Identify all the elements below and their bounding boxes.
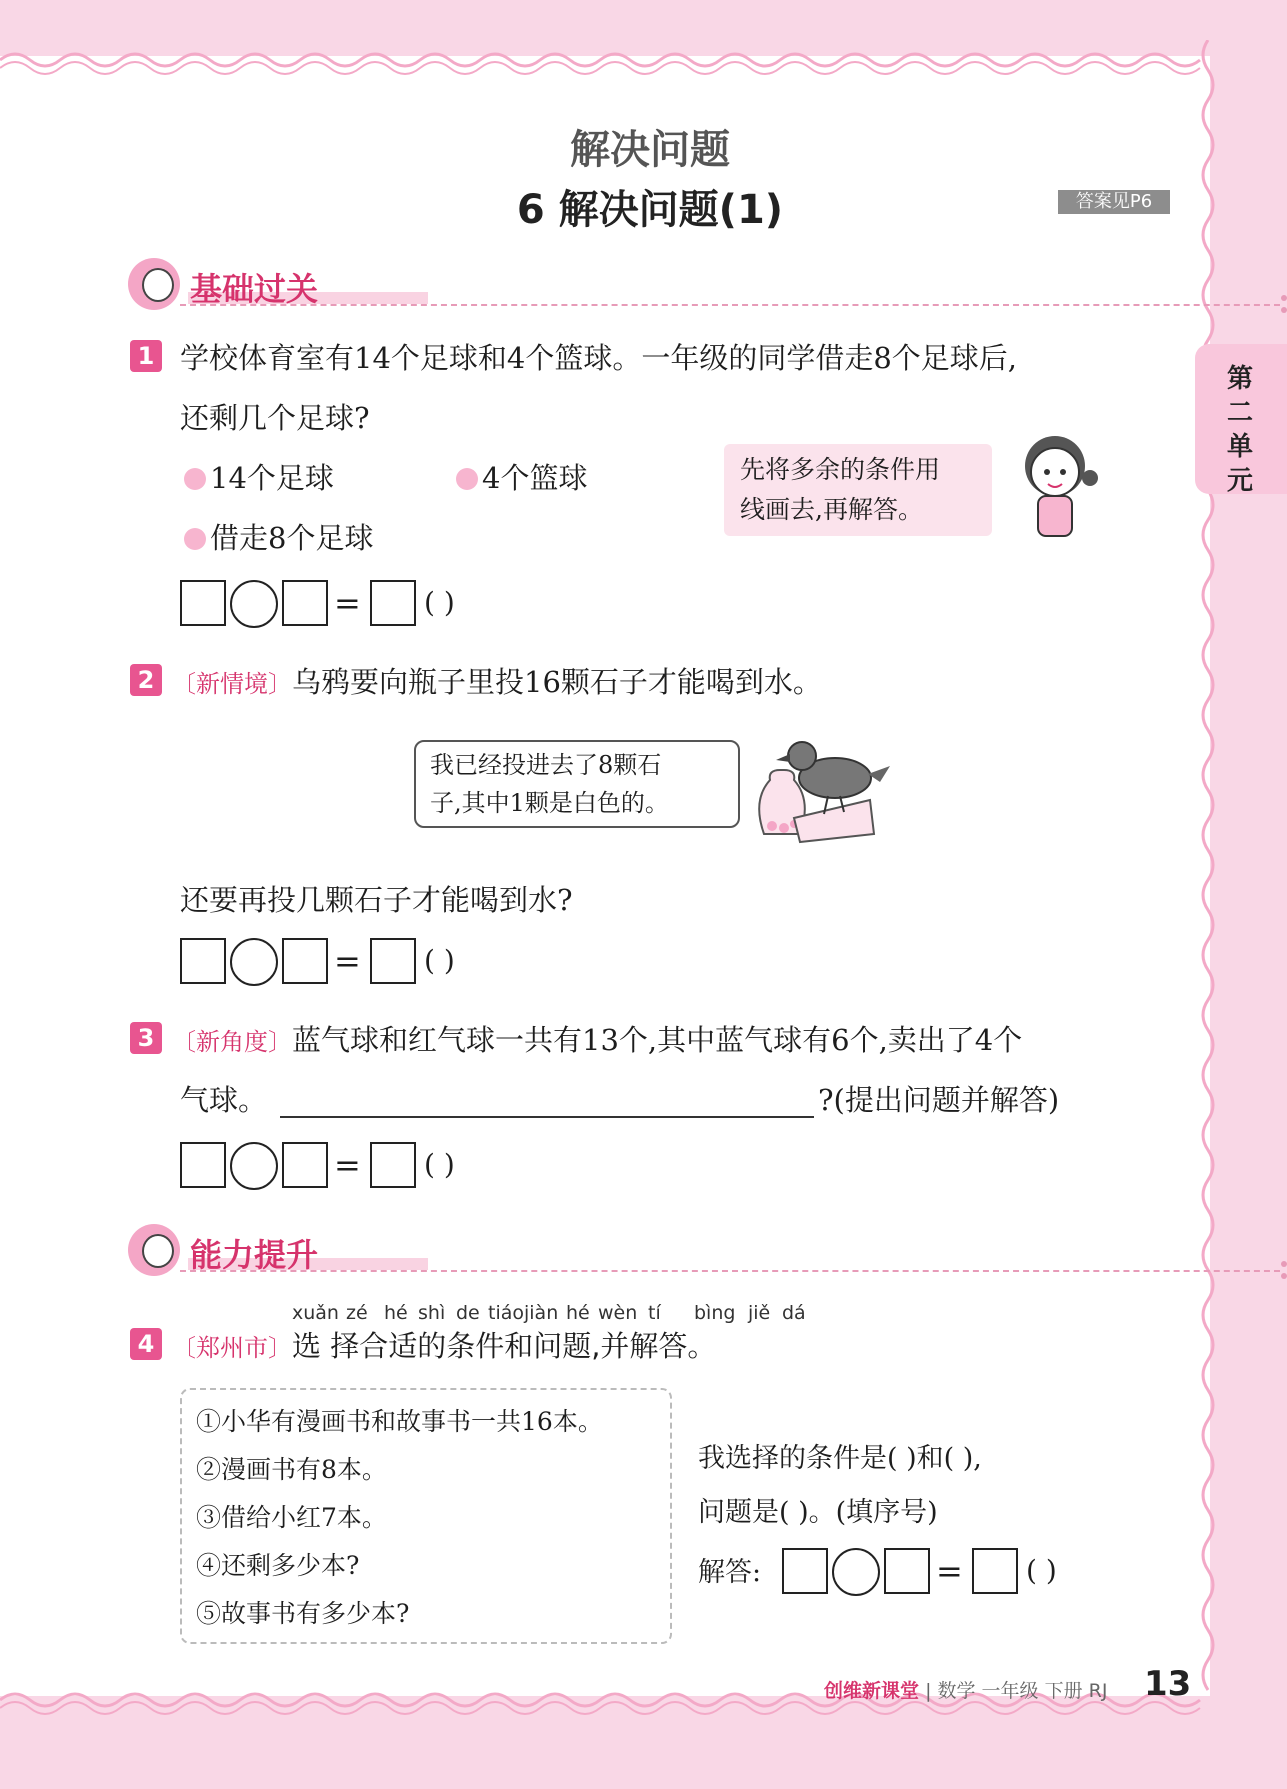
question-tag: 〔新情境〕	[172, 670, 292, 698]
section-title: 解决问题	[570, 127, 730, 173]
lesson-title: 6 解决问题(1)	[516, 187, 784, 233]
equation-row	[180, 1142, 580, 1188]
pinyin: dá	[782, 1302, 806, 1324]
equals-sign: =	[334, 942, 361, 980]
speech-text: 我已经投进去了8颗石	[430, 751, 662, 779]
equation-row	[180, 580, 580, 626]
question-line	[172, 660, 822, 701]
equation-row	[180, 938, 580, 984]
question-number: 4	[130, 1328, 162, 1360]
dots-decoration-icon	[1278, 1260, 1287, 1280]
answer-reference-tag: 答案见P6	[1058, 190, 1170, 214]
footer-subject: 数学 一年级 下册 RJ	[937, 1680, 1108, 1702]
condition-option[interactable]: 14个足球	[184, 456, 334, 497]
question-tag: 〔郑州市〕	[172, 1334, 292, 1362]
section-label: 能力提升	[190, 1236, 319, 1274]
hint-text: 先将多余的条件用	[740, 455, 941, 484]
pinyin: wèn	[598, 1302, 638, 1324]
pinyin: shì	[418, 1302, 446, 1324]
dots-decoration-icon	[1278, 294, 1287, 314]
pinyin: tiáo	[488, 1302, 524, 1324]
condition-item[interactable]: ③借给小红7本。	[196, 1503, 387, 1532]
equals-sign: =	[334, 1146, 361, 1184]
speech-text: 子,其中1颗是白色的。	[430, 789, 669, 817]
result-box[interactable]	[972, 1548, 1018, 1594]
unit-blank[interactable]: ( )	[424, 1148, 455, 1181]
operator-circle[interactable]	[832, 1548, 880, 1596]
footer-separator: |	[925, 1680, 932, 1702]
operator-circle[interactable]	[230, 1142, 278, 1190]
answer-label: 解答:	[698, 1557, 762, 1588]
pinyin: hé	[566, 1302, 590, 1324]
top-wave-border	[0, 40, 1210, 80]
condition-item[interactable]: ②漫画书有8本。	[196, 1455, 387, 1484]
question-text: 还剩几个足球?	[180, 401, 370, 435]
pinyin: de	[456, 1302, 480, 1324]
answer-box[interactable]	[884, 1548, 930, 1594]
question-input-line[interactable]	[280, 1116, 814, 1118]
equation-row	[782, 1548, 1142, 1594]
question-text: 乌鸦要向瓶子里投16颗石子才能喝到水。	[292, 665, 822, 699]
question-text: 蓝气球和红气球一共有13个,其中蓝气球有6个,卖出了4个	[292, 1023, 1023, 1057]
section-dashed-line	[180, 304, 1280, 306]
girl-avatar-icon	[128, 258, 180, 310]
condition-item[interactable]: ①小华有漫画书和故事书一共16本。	[196, 1407, 603, 1436]
conditions-box	[180, 1388, 672, 1644]
answer-box[interactable]	[282, 580, 328, 626]
section-header-advanced	[128, 1224, 1287, 1280]
unit-tab[interactable]	[1195, 344, 1287, 494]
pinyin: jiàn	[524, 1302, 559, 1324]
pinyin: jiě	[748, 1302, 771, 1324]
question-text: 还要再投几颗石子才能喝到水?	[180, 883, 573, 917]
result-box[interactable]	[370, 580, 416, 626]
condition-option[interactable]: 4个篮球	[456, 456, 587, 497]
section-label: 基础过关	[190, 270, 319, 308]
question-number: 1	[130, 340, 162, 372]
footer-brand: 创维新课堂	[824, 1680, 920, 1702]
question-text: 气球。	[180, 1083, 268, 1117]
question-tag: 〔新角度〕	[172, 1028, 292, 1056]
pinyin-row	[292, 1302, 832, 1326]
operator-circle[interactable]	[230, 580, 278, 628]
footer-text	[824, 1676, 1107, 1703]
question-number: 2	[130, 664, 162, 696]
condition-item[interactable]: ④还剩多少本?	[196, 1551, 360, 1580]
answer-box[interactable]	[180, 580, 226, 626]
answer-box[interactable]	[282, 938, 328, 984]
equals-sign: =	[936, 1552, 963, 1590]
unit-blank[interactable]: ( )	[424, 586, 455, 619]
pinyin: zé	[346, 1302, 368, 1324]
crow-speech-bubble	[414, 740, 740, 828]
unit-blank[interactable]: ( )	[1026, 1554, 1057, 1587]
answer-prompt[interactable]: 我选择的条件是( )和( ),	[698, 1443, 982, 1474]
answer-box[interactable]	[180, 938, 226, 984]
question-number: 3	[130, 1022, 162, 1054]
condition-option[interactable]: 借走8个足球	[184, 516, 373, 557]
result-box[interactable]	[370, 938, 416, 984]
condition-item[interactable]: ⑤故事书有多少本?	[196, 1599, 410, 1628]
page-number: 13	[1144, 1664, 1192, 1704]
pinyin: bìng	[694, 1302, 736, 1324]
question-line	[172, 1018, 1022, 1059]
answer-prompt[interactable]: 问题是( )。(填序号)	[698, 1497, 938, 1528]
girl-illustration-icon	[1010, 432, 1100, 542]
unit-tab-label: 第二单元	[1226, 364, 1253, 496]
question-text: 选 择合适的条件和问题,并解答。	[292, 1329, 717, 1363]
equals-sign: =	[334, 584, 361, 622]
question-text: 学校体育室有14个足球和4个篮球。一年级的同学借走8个足球后,	[180, 341, 1018, 375]
pinyin: tí	[648, 1302, 661, 1324]
boy-avatar-icon	[128, 1224, 180, 1276]
question-text: ?(提出问题并解答)	[818, 1083, 1060, 1117]
unit-blank[interactable]: ( )	[424, 944, 455, 977]
pinyin: hé	[384, 1302, 408, 1324]
operator-circle[interactable]	[230, 938, 278, 986]
pinyin: xuǎn	[292, 1302, 339, 1324]
crow-bottle-illustration-icon	[740, 730, 890, 850]
answer-box[interactable]	[282, 1142, 328, 1188]
section-header-basic	[128, 258, 1287, 314]
answer-box[interactable]	[180, 1142, 226, 1188]
hint-text: 线画去,再解答。	[740, 495, 923, 524]
answer-box[interactable]	[782, 1548, 828, 1594]
section-dashed-line	[180, 1270, 1280, 1272]
question-line	[172, 1324, 716, 1365]
hint-bubble	[724, 444, 992, 536]
result-box[interactable]	[370, 1142, 416, 1188]
